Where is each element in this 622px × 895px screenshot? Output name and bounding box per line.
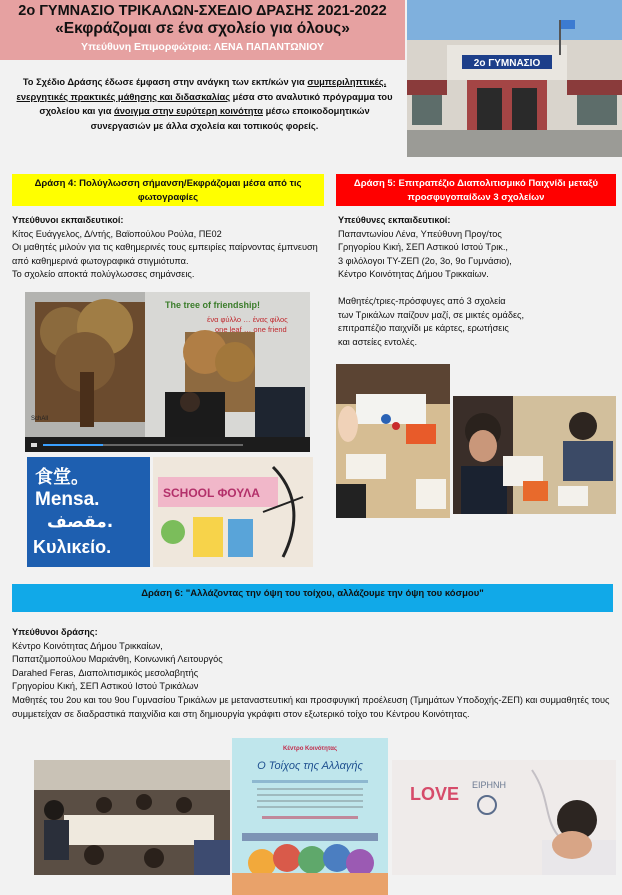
action4-desc1: Οι μαθητές μιλούν για τις καθημερινές τους εμπειρίες παίρνοντας έμπνευση από καθημερινά φωτογραφικά στιγμιότυπα.	[12, 242, 318, 266]
action4-resp-names: Κίτος Ευάγγελος, Δ/ντής, Βαϊοπούλου Ρούλα, ΠΕ02	[12, 228, 222, 239]
action6-resp-label: Υπεύθυνοι δράσης:	[12, 627, 98, 637]
poster-org: Κέντρο Κοινότητας	[282, 746, 338, 752]
school-title: 2ο ΓΥΜΝΑΣΙΟ ΤΡΙΚΑΛΩΝ-ΣΧΕΔΙΟ ΔΡΑΣΗΣ 2021-2022	[18, 3, 387, 19]
tree-sub2: one leaf … one friend	[215, 325, 287, 334]
sign-ar: مقصف.	[47, 512, 114, 532]
intro-paragraph	[12, 75, 397, 133]
action6-title: Δράση 6: "Αλλάζοντας την όψη του τοίχου, αλλάζουμε την όψη του κόσμου"	[141, 588, 484, 599]
action5-resp-line: Παπαντωνίου Λένα, Υπεύθυνη Προγ/τος	[338, 228, 502, 239]
action5-resp-line: Γρηγορίου Κική, ΣΕΠ Αστικού Ιστού Τρικ.,	[338, 242, 508, 253]
action4-resp-label: Υπεύθυνοι εκπαιδευτικοί:	[12, 215, 124, 225]
wall-illustration	[392, 760, 616, 875]
action6-resp-line: Παπατζιμοπούλου Μαριάνθη, Κοινωνική Λειτουργός	[12, 654, 223, 665]
event-poster	[232, 738, 388, 895]
boardgame-illustration-2	[453, 396, 616, 514]
school-building-photo	[407, 0, 622, 157]
action4-title: Δράση 4: Πολύγλωσση σήμανση/Εκφράζομαι μέσα από τις φωτογραφίες	[34, 178, 302, 203]
poster-title: Ο Τοίχος της Αλλαγής	[257, 760, 363, 772]
intro-text-3: μέσω εποικοδομητικών συνεργασιών με άλλα σχολεία και τοπικούς φορείς.	[90, 106, 370, 131]
action5-desc-line: των Τρικάλων παίζουν μαζί, σε μικτές ομάδες,	[338, 309, 525, 320]
action5-title: Δράση 5: Επιτραπέζιο Διαπολιτισμικό Παιχνίδι μεταξύ προσφυγοπαίδων 3 σχολείων	[353, 178, 599, 203]
action4-desc2: Το σχολείο αποκτά πολύγλωσσες σημάνσεις.	[12, 269, 195, 280]
building-illustration	[407, 0, 622, 157]
action5-text	[338, 214, 616, 349]
action6-title-bar	[12, 584, 613, 612]
poster-illustration	[232, 738, 388, 895]
boardgame-illustration-1	[336, 364, 450, 518]
graffiti-photo	[153, 457, 313, 567]
action6-resp-line: Darahed Feras, Διαπολιτισμικός μεσολαβητής	[12, 667, 199, 678]
action4-title-bar	[12, 174, 324, 206]
classroom-illustration	[34, 760, 230, 875]
wall-drawing-photo	[392, 760, 616, 875]
wall-text-2: ΕΙΡΗΝΗ	[472, 780, 507, 790]
action5-title-bar	[336, 174, 616, 206]
action6-desc: Μαθητές του 2ου και του 9ου Γυμνασίου Τρικάλων με μεταναστευτική και προσφυγική προέλευση (Τμημάτων Υποδοχής-ΖΕΠ) και συμμαθητές τους συμμετείχαν σε διαδραστικά παιχνίδια και στη δημιουργία γκράφιτι στον εξωτερικό τοίχο του Κέντρου Κοινότητας.	[12, 694, 610, 719]
building-sign: 2ο ΓΥΜΝΑΣΙΟ	[473, 58, 541, 69]
action6-text	[12, 626, 612, 721]
boardgame-photo-1	[336, 364, 450, 518]
action4-text	[12, 214, 324, 282]
project-title: «Εκφράζομαι σε ένα σχολείο για όλους»	[55, 20, 350, 37]
graffiti-text: SCHOOL ΦΟΥΛΑ	[163, 486, 260, 500]
action5-resp-label: Υπεύθυνες εκπαιδευτικοί:	[338, 215, 451, 225]
tree-of-friendship-photo	[25, 292, 310, 452]
intro-underline-1: συμπεριληπτικές, ενεργητικές πρακτικές μάθησης και διδασκαλίας	[16, 77, 387, 102]
graffiti-illustration	[153, 457, 313, 567]
tree-sub1: ένα φύλλο … ένας φίλος	[207, 315, 288, 324]
intro-text-1: Το Σχέδιο Δράσης έδωσε έμφαση στην ανάγκη των εκπ/κών για	[22, 77, 308, 87]
wall-text-1: LOVE	[410, 784, 460, 804]
video-label: SchAll	[31, 416, 49, 422]
sign-zh: 食堂。	[35, 467, 89, 488]
action5-resp-line: Κέντρο Κοινότητας Δήμου Τρικκαίων.	[338, 269, 489, 280]
sign-el: Κυλικείο.	[33, 537, 112, 557]
page-header	[0, 0, 405, 60]
trainer-name: Υπεύθυνη Επιμορφώτρια: ΛΕΝΑ ΠΑΠΑΝΤΩΝΙΟΥ	[80, 41, 325, 53]
classroom-photo	[34, 760, 230, 875]
action5-desc-line: επιτραπέζιο παιχνίδι με κάρτες, ερωτήσεις	[338, 323, 509, 334]
boardgame-photo-2	[453, 396, 616, 514]
intro-underline-2: άνοιγμα στην ευρύτερη κοινότητα	[114, 106, 263, 116]
multilingual-sign-photo	[27, 457, 150, 567]
tree-illustration	[25, 292, 310, 452]
action5-resp-line: 3 φιλόλογοι ΤΥ-ΖΕΠ (2ο, 3ο, 9ο Γυμνάσιο),	[338, 255, 512, 266]
intro-text-2: μέσα στο αναλυτικό πρόγραμμα του σχολείου και για	[39, 91, 393, 116]
action6-resp-line: Κέντρο Κοινότητας Δήμου Τρικκαίων,	[12, 640, 163, 651]
sign-en: Mensa.	[35, 489, 100, 510]
action5-desc-line: και αστείες εντολές.	[338, 336, 418, 347]
tree-title: The tree of friendship!	[165, 300, 261, 310]
action6-resp-line: Γρηγορίου Κική, ΣΕΠ Αστικού Ιστού Τρικάλων	[12, 681, 199, 692]
action5-desc-line: Μαθητές/τριες-πρόσφυγες από 3 σχολεία	[338, 295, 506, 306]
